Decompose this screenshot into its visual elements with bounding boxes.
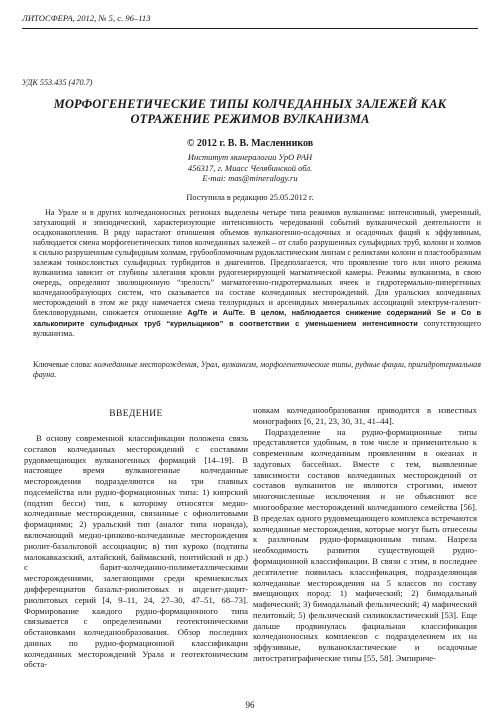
affiliation-address: 456317, г. Миасс Челябинской обл. <box>187 162 313 173</box>
section-title: ВВЕДЕНИЕ <box>109 409 163 419</box>
left-paragraph-1: В основу современной классификации положена связь составов колчеданных месторождений с составами рудовмещающих вулканогенных формаций [14–19]. В настоящее время вулканогенные колчеданные месторождения подразделяются на три главных подсемейства или рудно-формационных типа: 1) кипрский (подтип бесси) тип, к которому относятся медно-колчеданные месторождения, связанные с офиолитовыми формациями; 2) уральский тип (аналог типа норанда), включающий медно-цинково-колчеданные месторождения риолит-базальтовой ассоциации; в) тип куроко (подтипы малокавказский, алтайский, баймакский, понтийский и др.) с барит-колчеданно-полиметаллическими месторождениями, залегающими среди кремнекислых дифференциатов базальт-риолитовых и андезит-дацит-риолитовых серий [4, 9–11, 24, 27–30, 47–51, 68–73]. Формирование каждого рудно-формационного типа связывается с определенными геотектоническими обстановками колчеданообразования. Обзор последних данных по рудно-формационной классификации колчеданных месторождений Урала и геотектоническим обста- <box>24 433 248 670</box>
right-column <box>253 405 477 664</box>
udk-code: УДК 553.435 (470.7) <box>22 78 93 87</box>
article-title: МОРФОГЕНЕТИЧЕСКИЕ ТИПЫ КОЛЧЕДАННЫХ ЗАЛЕЖЕЙ КАК ОТРАЖЕНИЕ РЕЖИМОВ ВУЛКАНИЗМА <box>53 97 447 126</box>
keywords-label: Ключевые слова: <box>33 360 93 369</box>
abstract <box>33 208 481 339</box>
received-date: Поступила в редакцию 25.05.2012 г. <box>186 193 314 202</box>
abstract-text-1: На Урале и в других колчеданоносных регионах выделены четыре типа режимов вулканизма: интенсивный, умеренный, затухающий и эпизодический, характеризующие интенсивность чередований событий вулканической деятельности и осадконакопления. В ряду нарастают отношения объемов вулканогенно-осадочных и осадочных фаций к эффузивным, наблюдается смена морфогенетических типов колчеданных залежей – от слабо разрушенных сульфидных труб, колонн и холмов к сильно разрушенным сульфидным холмам, грубообломочным рудокластическим линзам с реликтами колонн и пластообразным залежам тонкослоистых сульфидных турбидитов и диагенитов. Предполагается, что проявление того или иного режима вулканизма зависит от глубины залегания кровли рудогенерирующей магматической камеры. Режимы вулканизма, в свою очередь, определяют эволюционную “зрелость” магматогенно-гидротермальных ячеек и гидротермально-пипергенных колчеданообразующих систем, что сказывается на составе колчеданных месторождений. Для уральских колчеданных месторождений в этом же ряду намечается смена теллуридных и арсенидных минеральных ассоциаций электрум-галенит-блекловорудными, снижается отношение <box>33 208 482 318</box>
page-number: 96 <box>245 700 255 710</box>
affiliation-email: E-mai: mas@mineralogy.ru <box>202 173 298 183</box>
journal-header: ЛИТОСФЕРА, 2012, № 5, с. 96–113 <box>22 13 151 23</box>
right-paragraph-1: Подразделение на рудно-формационные типы представляется удобным, в том числе и применительно к современным колчеданным проявлениям в океанах и задуговых бассейнах. Вместе с тем, выявленные зависимости составов колчеданных месторождений от составов вулканитов не являются строгими, имеют многочисленные исключения и не объясняют все многообразие месторождений колчеданного семейства [56]. В пределах одного рудовмещающего комплекса встречаются колчеданные месторождения, которые могут быть отнесены к различным рудно-формационным типам. Назрела необходимость развития существующей рудно-формационной классификации. В связи с этим, в последнее десятилетие появилась классификация, подразделяющая колчеданные месторождения на 5 классов по составу вмещающих пород: 1) мафический; 2) бимодальный мафический; 3) бимодальный фельзический; 4) мафический пелитовый; 5) фельзический силикокластический [53]. Еще дальше продвинулась фациальная классификация колчеданоносных комплексов с подразделением их на эффузивные, вулканокластические и осадочные литостратиграфические типы [55, 58]. Эмпириче- <box>253 426 477 663</box>
affiliation <box>0 152 500 184</box>
left-column <box>24 433 248 670</box>
author-line: © 2012 г. В. В. Масленников <box>186 138 314 149</box>
abstract-text-2: сопутствующего вулканизма. <box>33 318 481 338</box>
abstract-bold-text: Ag/Te и Au/Te. В целом, наблюдается снижение содержаний Se и Co в халькопирите сульфидных труб “курильщиков” в соответствии с уменьшением интенсивности <box>33 308 482 328</box>
header-divider <box>22 28 478 29</box>
right-paragraph-0: новкам колчеданообразования приводится в известных монографиях [6, 21, 23, 30, 31, 41–44]. <box>253 405 477 426</box>
affiliation-institute: Институт минералогии УрО РАН <box>187 152 313 162</box>
keywords <box>33 360 481 380</box>
keywords-list: колчеданные месторождения, Урал, вулканизм, морфогенетические типы, рудные фации, пригидротермальная фауна. <box>33 360 481 379</box>
